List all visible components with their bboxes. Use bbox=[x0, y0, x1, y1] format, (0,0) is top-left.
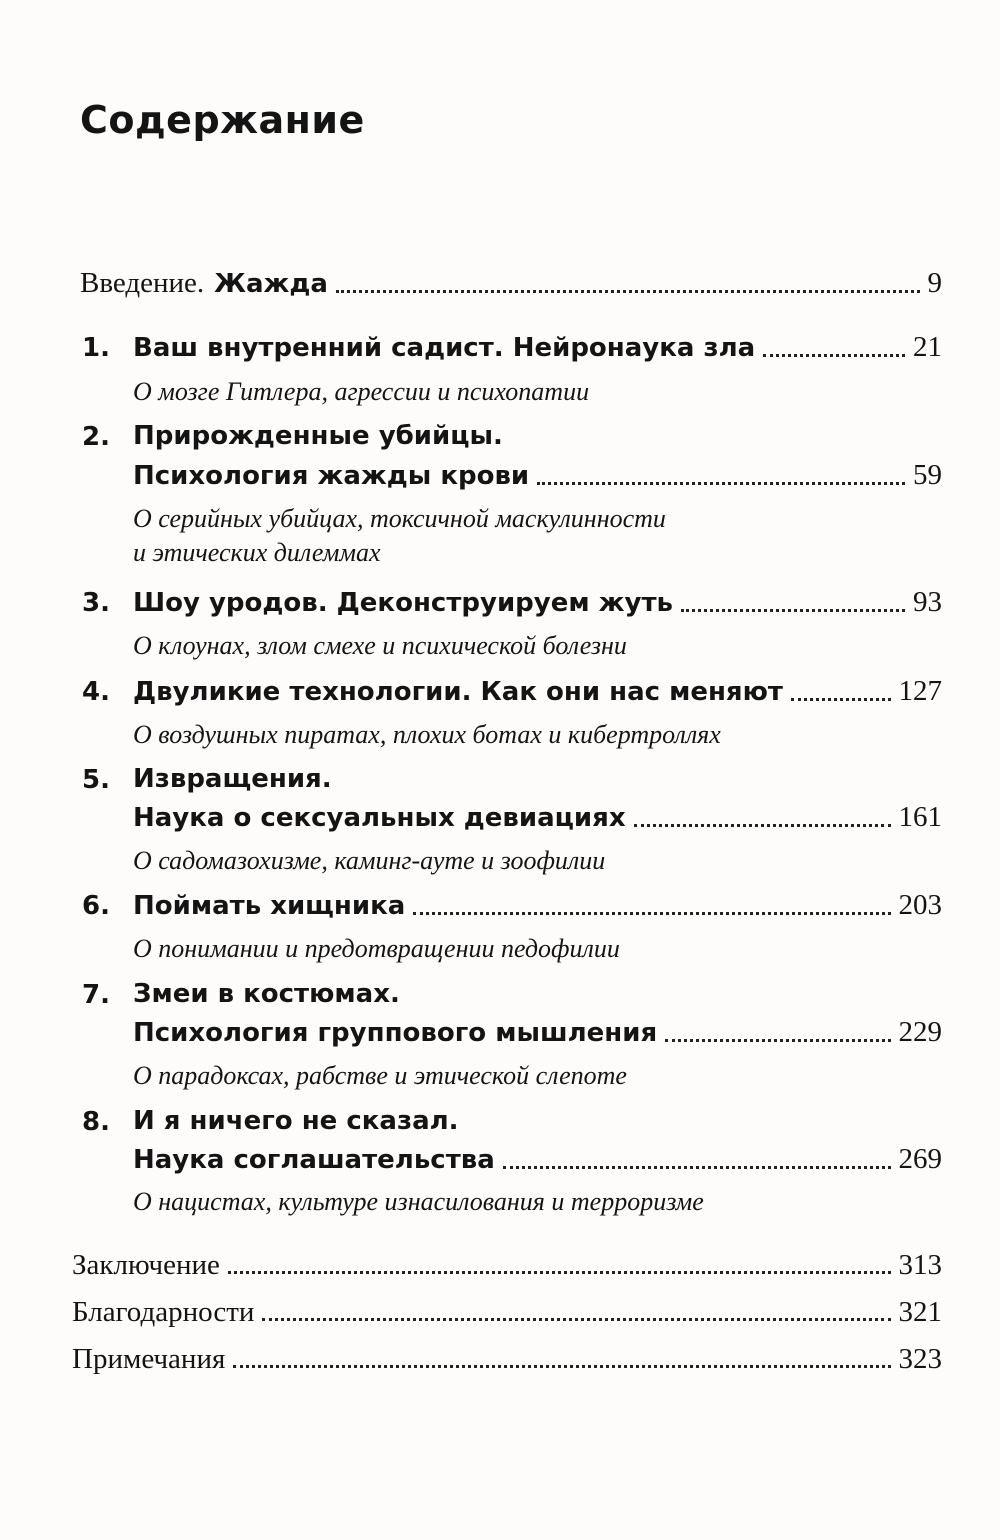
toc-entry-chapter-2[interactable] bbox=[0, 458, 1000, 493]
back-matter-title: Благодарности bbox=[72, 1296, 255, 1328]
toc-entry-chapter-8[interactable] bbox=[0, 1142, 1000, 1177]
chapter-subtitle: О серийных убийцах, токсичной маскулинности bbox=[133, 504, 666, 533]
chapter-number: 2. bbox=[82, 422, 110, 452]
page-number: 93 bbox=[913, 586, 942, 618]
chapter-title-line2: Психология группового мышления bbox=[133, 1018, 658, 1048]
leader-dots bbox=[233, 1364, 890, 1368]
page-number: 161 bbox=[898, 801, 942, 833]
toc-entry-chapter-7-line1[interactable] bbox=[0, 977, 1000, 1011]
chapter-subtitle: О клоунах, злом смехе и психической болезни bbox=[133, 631, 627, 660]
leader-dots bbox=[681, 608, 905, 612]
page-number: 127 bbox=[898, 675, 942, 707]
toc-entry-intro[interactable] bbox=[0, 266, 1000, 301]
leader-dots bbox=[503, 1165, 891, 1169]
chapter-number: 3. bbox=[82, 588, 110, 618]
chapter-subtitle: О садомазохизме, каминг-ауте и зоофилии bbox=[133, 846, 606, 875]
chapter-number: 8. bbox=[82, 1107, 110, 1137]
chapter-title: Прирожденные убийцы. bbox=[133, 421, 503, 451]
page-number: 313 bbox=[898, 1249, 942, 1281]
toc-entry-chapter-6[interactable] bbox=[0, 888, 1000, 923]
page-number: 21 bbox=[913, 331, 942, 363]
page-title: Содержание bbox=[80, 98, 365, 142]
chapter-title: Шоу уродов. Деконструируем жуть bbox=[133, 588, 673, 618]
chapter-subtitle: О парадоксах, рабстве и этической слепоте bbox=[133, 1061, 627, 1090]
leader-dots bbox=[665, 1038, 890, 1042]
chapter-title: Змеи в костюмах. bbox=[133, 979, 400, 1009]
page-number: 229 bbox=[898, 1016, 942, 1048]
toc-entry-chapter-5[interactable] bbox=[0, 800, 1000, 835]
page-number: 323 bbox=[898, 1343, 942, 1375]
toc-entry-notes[interactable] bbox=[0, 1342, 1000, 1376]
leader-dots bbox=[634, 823, 891, 827]
chapter-number: 6. bbox=[82, 891, 110, 921]
toc-entry-chapter-4[interactable] bbox=[0, 674, 1000, 709]
toc-entry-chapter-1[interactable] bbox=[0, 330, 1000, 365]
chapter-title: Двуликие технологии. Как они нас меняют bbox=[133, 677, 783, 707]
back-matter-title: Примечания bbox=[72, 1343, 226, 1375]
chapter-subtitle: и этических дилеммах bbox=[133, 538, 381, 567]
toc-entry-chapter-5-line1[interactable] bbox=[0, 762, 1000, 796]
chapter-title: Извращения. bbox=[133, 764, 332, 794]
chapter-title-line2: Психология жажды крови bbox=[133, 461, 530, 491]
leader-dots bbox=[228, 1270, 891, 1274]
intro-title: Жажда bbox=[214, 269, 328, 299]
chapter-title: И я ничего не сказал. bbox=[133, 1106, 459, 1136]
chapter-subtitle: О нацистах, культуре изнасилования и терроризме bbox=[133, 1187, 704, 1216]
toc-entry-acknowledgements[interactable] bbox=[0, 1295, 1000, 1329]
page-number: 59 bbox=[913, 459, 942, 491]
page-number: 269 bbox=[898, 1143, 942, 1175]
chapter-title: Поймать хищника bbox=[133, 891, 406, 921]
toc-entry-conclusion[interactable] bbox=[0, 1248, 1000, 1282]
chapter-title: Ваш внутренний садист. Нейронаука зла bbox=[133, 333, 756, 363]
chapter-number: 1. bbox=[82, 333, 110, 363]
toc-entry-chapter-7[interactable] bbox=[0, 1015, 1000, 1050]
chapter-number: 5. bbox=[82, 765, 110, 795]
toc-entry-chapter-8-line1[interactable] bbox=[0, 1104, 1000, 1138]
leader-dots bbox=[763, 353, 905, 357]
page-number: 203 bbox=[898, 889, 942, 921]
leader-dots bbox=[791, 697, 891, 701]
toc-entry-chapter-3[interactable] bbox=[0, 585, 1000, 620]
chapter-title-line2: Наука соглашательства bbox=[133, 1145, 495, 1175]
page-number: 9 bbox=[927, 267, 942, 299]
leader-dots bbox=[336, 289, 920, 293]
chapter-title-line2: Наука о сексуальных девиациях bbox=[133, 803, 626, 833]
leader-dots bbox=[537, 481, 905, 485]
chapter-subtitle: О мозге Гитлера, агрессии и психопатии bbox=[133, 377, 590, 406]
page-number: 321 bbox=[898, 1296, 942, 1328]
chapter-number: 4. bbox=[82, 677, 110, 707]
chapter-number: 7. bbox=[82, 980, 110, 1010]
chapter-subtitle: О воздушных пиратах, плохих ботах и кибертроллях bbox=[133, 720, 721, 749]
leader-dots bbox=[262, 1317, 890, 1321]
intro-lead: Введение. bbox=[80, 267, 205, 299]
toc-entry-chapter-2-line1[interactable] bbox=[0, 419, 1000, 453]
leader-dots bbox=[413, 911, 890, 915]
chapter-subtitle: О понимании и предотвращении педофилии bbox=[133, 934, 620, 963]
back-matter-title: Заключение bbox=[72, 1249, 220, 1281]
